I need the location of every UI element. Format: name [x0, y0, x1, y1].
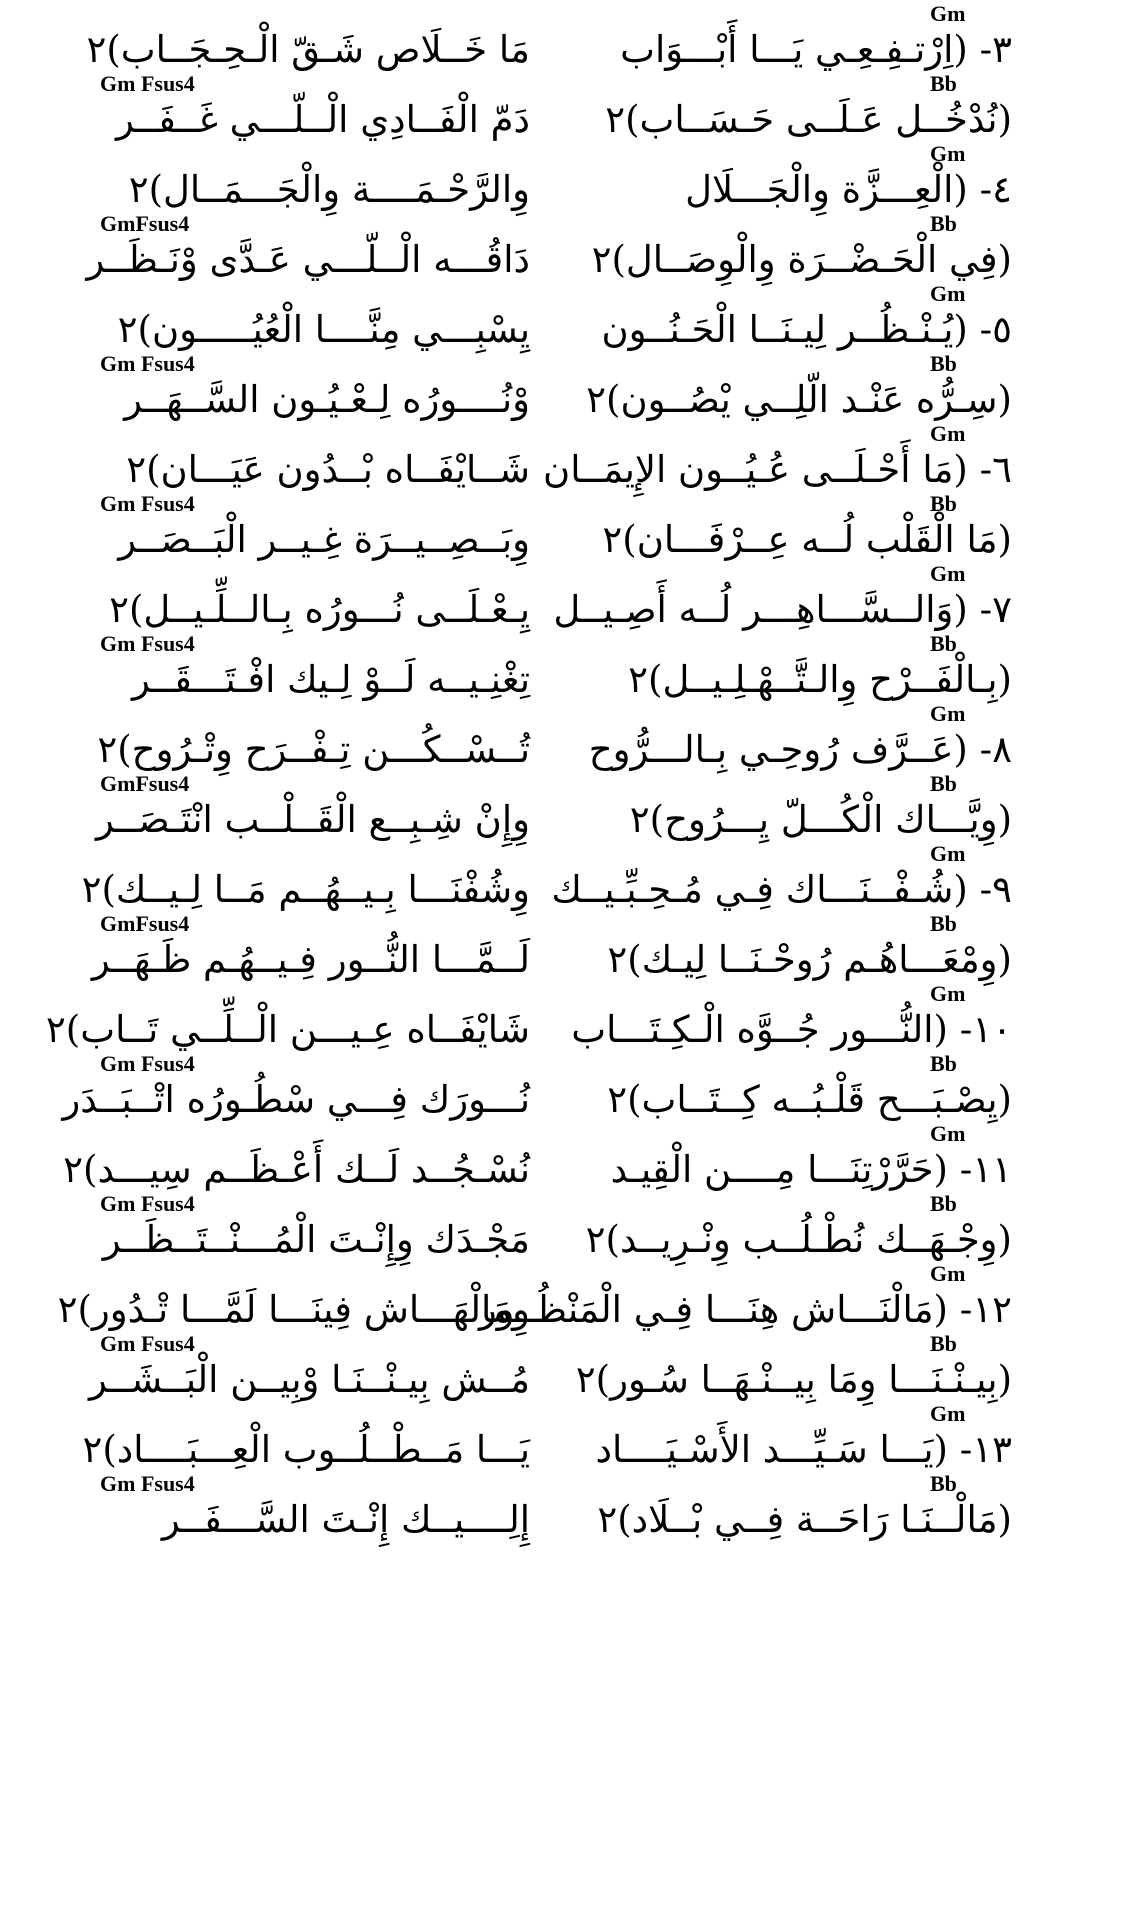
lyric-left: تِغْنِـيــه لَــوْ لِـيك افْـتَـــقَــر: [132, 658, 530, 701]
lyric-right: ١٢- (مَالْنَـــاش هِنَـــا فِـي الْمَنْظُــور: [478, 1288, 1012, 1331]
chord-label-left: Gm Fsus4: [100, 491, 195, 516]
lyric-left: مَا خَــلَاص شَـقّ الْـحِـجَــاب)٢: [86, 28, 530, 71]
lyric-line: [0, 490, 1124, 560]
chord-label: Gm: [930, 1401, 966, 1426]
lyric-line: [0, 70, 1124, 140]
chord-label: Bb: [930, 1051, 957, 1076]
chord-label: Bb: [930, 771, 957, 796]
stanza-12: [0, 1260, 1124, 1400]
lyric-left: وِمَالْهَـــاش فِينَـــا لَمَّـــا تْـدُور)٢: [57, 1288, 530, 1331]
chord-label: Gm: [930, 561, 966, 586]
chord-label-left: GmFsus4: [100, 211, 190, 236]
lyric-left: لَــمَّـــا النُّــور فِـيــهُـم ظَـهَــر: [91, 938, 530, 981]
chord-label-left: Gm Fsus4: [100, 1191, 195, 1216]
lyric-right: ٣- (اِرْتـفِـعِـي يَـــا أَبْـــوَاب: [620, 28, 1012, 71]
chord-label-left: GmFsus4: [100, 911, 190, 936]
lyric-left: تُــسْــكُـــن تِـفْــرَح وِتْـرُوح)٢: [97, 728, 530, 771]
lyric-left: شَــايْفَــاه بْــدُون عَيَـــان)٢: [126, 448, 530, 491]
stanza-6: [0, 420, 1124, 560]
lyric-line: [0, 140, 1124, 210]
lyric-right: ٨- (عَــرَّف رُوحِـي بِـالـــرُّوح: [588, 728, 1012, 771]
chord-label: Bb: [930, 71, 957, 96]
stanza-9: [0, 840, 1124, 980]
lyric-right: ١٣- (يَـــا سَـيِّـــد الأَسْـيَــــاد: [595, 1428, 1012, 1471]
lyric-line: [0, 700, 1124, 770]
lyric-line: [0, 1330, 1124, 1400]
lyric-left: يَـــا مَــطْــلُــوب الْعِـــبَــــاد)٢: [82, 1428, 530, 1471]
lyric-right: ٦- (مَا أَحْـلَــى عُـيُــون الإِيمَــان: [543, 448, 1012, 491]
lyric-right: (نُدْخُــل عَـلَــى حَـسَــاب)٢: [605, 98, 1012, 141]
lyric-line: [0, 910, 1124, 980]
lyric-left: وِشُفْنَـــا بِـيــهُــم مَــا لِـيــك)٢: [81, 868, 530, 911]
stanza-13: [0, 1400, 1124, 1540]
lyric-right: (وِجْـهَــك نُطْـلُــب وِنْـرِيــد)٢: [585, 1218, 1012, 1261]
lyric-line: [0, 1190, 1124, 1260]
chord-label: Gm: [930, 981, 966, 1006]
chord-label-left: Gm Fsus4: [100, 1331, 195, 1356]
lyric-line: [0, 840, 1124, 910]
chord-label: Gm: [930, 141, 966, 166]
lyric-left: مُــش بِيـنْــنَـا وْبِيــن الْبَــشَــر: [88, 1358, 530, 1401]
lyric-left: وِبَــصِــيــرَة غِـيــر الْبَــصَــر: [118, 518, 530, 561]
lyric-left: دَاقُـــه الْــلّـــي عَـدَّى وْنَـظَــر: [86, 238, 530, 281]
chord-label-left: GmFsus4: [100, 771, 190, 796]
lyric-line: [0, 1610, 1124, 1680]
lyric-left: نُسْـجُــد لَــك أَعْـظَــم سِيـــد)٢: [63, 1148, 530, 1191]
stanza-7: [0, 560, 1124, 700]
chord-label: Bb: [930, 211, 957, 236]
lyric-right: (مَالْــنَـا رَاحَــة فِــي بْــلَاد)٢: [597, 1498, 1012, 1541]
lyric-line: [0, 1540, 1124, 1610]
chord-label: Gm: [930, 1, 966, 26]
lyric-line: [0, 0, 1124, 70]
chord-label: Gm: [930, 1121, 966, 1146]
lyric-left: يِسْبِـــي مِنَّــــا الْعُيُـــــون)٢: [117, 308, 530, 351]
stanza-14: [0, 1540, 1124, 1680]
chord-label-left: Gm Fsus4: [100, 631, 195, 656]
lyric-left: يِـعْـلَــى نُـــورُه بِـالــلِّـيــل)٢: [109, 588, 530, 631]
stanza-10: [0, 980, 1124, 1120]
lyric-line: [0, 350, 1124, 420]
lyric-right: (يِصْـبَـــح قَلْـبُــه كِــتَــاب)٢: [607, 1078, 1012, 1121]
lyric-right: ٤- (الْعِـــزَّة وِالْجَـــلَال: [685, 168, 1012, 211]
lyric-line: [0, 280, 1124, 350]
lyric-line: [0, 1260, 1124, 1330]
chord-label: Bb: [930, 631, 957, 656]
lyric-line: [0, 770, 1124, 840]
stanza-4: [0, 140, 1124, 280]
lyric-left: وْنُــــورُه لِـعْـيُـون السَّــهَــر: [124, 378, 530, 421]
lyric-right: (مَا الْقَلْب لُــه عِــرْفَـــان)٢: [602, 518, 1012, 561]
lyric-right: ١٠- (النُّـــور جُــوَّه الْـكِـتَـــاب: [571, 1008, 1012, 1051]
lyric-left: شَايْفَــاه عِـيـــن الْــلِّــي تَــاب)٢: [45, 1008, 530, 1051]
lyric-line: [0, 420, 1124, 490]
lyric-right: (بِيـنْـنَـــا وِمَا بِيــنْـهَــا سُـور)٢: [575, 1358, 1012, 1401]
chord-label: Gm: [930, 701, 966, 726]
lyric-right: (بِـالْفَــرْح وِالـتَّــهْـلِـيــل)٢: [628, 658, 1012, 701]
lyric-right: (وِمْعَـــاهُـم رُوحْـنَــا لِيـك)٢: [607, 938, 1012, 981]
lyric-left: نُـــورَك فِـــي سْطُـورُه اتْــبَــدَر: [62, 1078, 530, 1121]
stanza-15: [0, 1680, 1124, 1820]
chord-label: Bb: [930, 1471, 957, 1496]
chord-label: Bb: [930, 351, 957, 376]
lyric-left: مَجْـدَك وِإِنْـتَ الْمُـــنْــتَــظَــر: [102, 1218, 530, 1261]
chord-label: Gm: [930, 421, 966, 446]
stanza-3: [0, 0, 1124, 140]
chord-label: Bb: [930, 491, 957, 516]
lyric-right: (فِي الْحَـضْــرَة وِالْوِصَــال)٢: [591, 238, 1012, 281]
lyric-line: [0, 980, 1124, 1050]
lyric-line: [0, 1470, 1124, 1540]
lyric-left: وِالرَّحْـمَــــة وِالْجَـــمَــال)٢: [128, 168, 530, 211]
lyric-line: [0, 210, 1124, 280]
lyric-right: ٥- (يُـنْـظُــر لِيـنَــا الْحَـنُــون: [601, 308, 1012, 351]
chord-label: Gm: [930, 841, 966, 866]
lyric-left: دَمّ الْفَــادِي الْــلّـــي غَــفَــر: [115, 98, 530, 141]
stanza-5: [0, 280, 1124, 420]
lyric-right: ٩- (شُـفْــنَـــاك فِـي مُـحِـبِّـيــك: [551, 868, 1012, 911]
chord-label: Bb: [930, 1331, 957, 1356]
lyric-line: [0, 1680, 1124, 1750]
chord-label: Gm: [930, 281, 966, 306]
lyric-right: (سِـرُّه عَنْـد الّلِــي يْصُــون)٢: [586, 378, 1012, 421]
lyric-right: ١١- (حَرَّرْتِنَـــا مِــــن الْقِيـد: [610, 1148, 1012, 1191]
chord-label-left: Gm Fsus4: [100, 71, 195, 96]
stanza-11: [0, 1120, 1124, 1260]
chord-label-left: Gm Fsus4: [100, 1051, 195, 1076]
lyric-line: [0, 1750, 1124, 1820]
lyric-line: [0, 1050, 1124, 1120]
lyric-line: [0, 1120, 1124, 1190]
lyric-left: وِإِنْ شِـبِــع الْقَــلْــب انْتَـصَــر: [96, 798, 530, 841]
chord-label: Bb: [930, 911, 957, 936]
lyric-line: [0, 630, 1124, 700]
stanza-8: [0, 700, 1124, 840]
lyric-line: [0, 1400, 1124, 1470]
chord-label: Gm: [930, 1261, 966, 1286]
chord-label: Bb: [930, 1191, 957, 1216]
lyric-left: إِلِــــيــك إِنْـتَ السَّـــفَــر: [161, 1498, 530, 1541]
lyric-right: ٧- (وَالــسَّـــاهِـــر لُــه أَصِـيــل: [553, 588, 1012, 631]
chord-label-left: Gm Fsus4: [100, 351, 195, 376]
lyric-right: (وِيَّـــاك الْكُـــلّ يِـــرُوح)٢: [629, 798, 1012, 841]
lyric-line: [0, 560, 1124, 630]
chord-label-left: Gm Fsus4: [100, 1471, 195, 1496]
